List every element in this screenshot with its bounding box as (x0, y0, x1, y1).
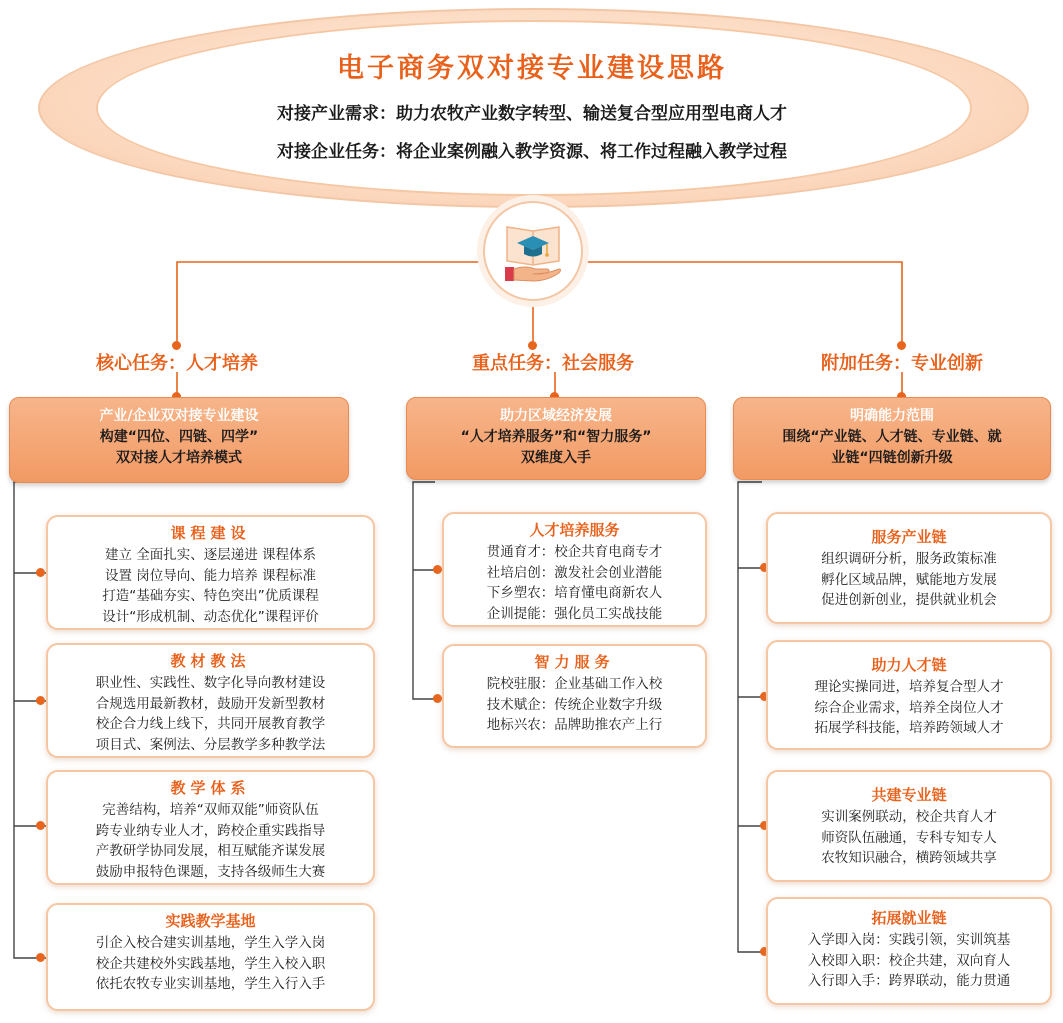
center-emblem (483, 201, 583, 301)
card-practice-base (46, 903, 375, 1011)
task-core-label: 核心任务：人才培养 (96, 353, 258, 374)
card-line: 完善结构，培养“双师双能”师资队伍 (102, 802, 319, 818)
connector-dot (36, 568, 45, 577)
card-course-construction (46, 515, 375, 630)
connector-dot (36, 696, 45, 705)
card-line: 促进创新创业，提供就业机会 (821, 592, 997, 608)
card-line: 产教研学协同发展，相互赋能齐谋发展 (95, 843, 326, 859)
card-title: 服务产业链 (871, 528, 947, 546)
card-line: 组织调研分析，服务政策标准 (821, 551, 997, 567)
card-major-chain (766, 770, 1052, 882)
head-line: 产业/企业双对接专业建设 (99, 408, 259, 424)
card-line: 社培启创：激发社会创业潜能 (486, 564, 663, 581)
card-talent-chain (766, 640, 1052, 750)
card-line: 鼓励申报特色课题，支持各级师生大赛 (95, 863, 326, 880)
key-task-header-box (406, 397, 706, 480)
head-line: 业链“四链创新升级 (831, 450, 953, 466)
card-title: 助力人才链 (871, 656, 947, 674)
card-title: 实践教学基地 (165, 912, 256, 930)
core-task-header-box (9, 397, 349, 483)
card-line: 入学即入岗：实践引领，实训筑基 (807, 932, 1011, 948)
card-line: 入校即入职：校企共建，双向育人 (807, 952, 1011, 969)
card-line: 企训提能：强化员工实战技能 (486, 605, 663, 622)
header-line-industry: 对接产业需求：助力农牧产业数字转型、输送复合型应用型电商人才 (277, 104, 787, 124)
card-talent-service (442, 512, 707, 627)
card-line: 合规选用最新教材，鼓励开发新型教材 (95, 695, 326, 712)
card-line: 下乡塑农：培育懂电商新农人 (486, 585, 663, 601)
card-title: 课程建设 (170, 524, 251, 542)
card-title: 智力服务 (534, 653, 615, 671)
card-intellectual-service (442, 644, 707, 748)
card-line: 拓展学科技能，培养跨领域人才 (814, 720, 1004, 736)
card-line: 师资队伍融通，专科专知专人 (821, 829, 997, 846)
card-line: 入行即入手：跨界联动，能力贯通 (807, 973, 1011, 989)
card-line: 引企入校合建实训基地，学生入学入岗 (95, 935, 326, 951)
card-title: 共建专业链 (871, 786, 947, 804)
card-line: 综合企业需求，培养全岗位人才 (814, 699, 1004, 716)
card-line: 农牧知识融合，横跨领域共享 (821, 850, 997, 866)
head-line: 明确能力范围 (850, 408, 934, 424)
card-line: 贯通育才：校企共育电商专才 (486, 544, 663, 560)
card-title: 教材教法 (170, 652, 251, 670)
card-employment-chain (766, 897, 1052, 1005)
head-line: “人才培养服务”和“智力服务” (460, 429, 652, 445)
card-line: 实训案例联动，校企共育人才 (821, 809, 997, 825)
head-line: 围绕“产业链、人才链、专业链、就 (782, 429, 1002, 445)
card-line: 打造“基础夯实、特色突出”优质课程 (102, 588, 319, 604)
card-title: 人才培养服务 (529, 521, 620, 539)
connector-dot (433, 694, 442, 703)
connector-dot (36, 953, 45, 962)
card-line: 技术赋企：传统企业数字升级 (486, 696, 663, 713)
card-line: 院校驻服：企业基础工作入校 (486, 676, 663, 692)
card-line: 校企共建校外实践基地，学生入校入职 (95, 955, 326, 972)
head-line: 双对接人才培养模式 (116, 450, 242, 466)
card-industry-chain (766, 512, 1052, 624)
card-teaching-system (46, 770, 375, 885)
task-key-label: 重点任务：社会服务 (472, 353, 634, 374)
card-line: 职业性、实践性、数字化导向教材建设 (95, 675, 326, 691)
head-line: 双维度入手 (521, 450, 591, 466)
card-title: 教学体系 (170, 779, 251, 797)
card-line: 理论实操同进，培养复合型人才 (814, 679, 1004, 695)
connector-dot (36, 821, 45, 830)
page-title: 电子商务双对接专业建设思路 (337, 53, 727, 84)
card-line: 依托农牧专业实训基地，学生入行入手 (95, 976, 326, 992)
graduation-cap-hand-book-icon (485, 203, 581, 299)
card-textbook-method (46, 643, 375, 758)
card-line: 孵化区域品牌，赋能地方发展 (821, 571, 997, 588)
task-extra-label: 附加任务：专业创新 (821, 353, 983, 374)
head-line: 助力区域经济发展 (500, 408, 612, 424)
card-line: 地标兴农：品牌助推农产上行 (486, 717, 663, 733)
card-line: 项目式、案例法、分层教学多种教学法 (95, 736, 326, 753)
card-line: 设计“形成机制、动态优化”课程评价 (102, 608, 319, 625)
head-line: 构建“四位、四链、四学” (99, 429, 259, 445)
card-line: 跨专业纳专业人才，跨校企重实践指导 (95, 822, 326, 839)
extra-task-header-box (733, 397, 1051, 480)
card-title: 拓展就业链 (871, 909, 947, 927)
card-line: 建立 全面扎实、逐层递进 课程体系 (104, 547, 317, 563)
connector-dot (433, 565, 442, 574)
card-line: 设置 岗位导向、能力培养 课程标准 (104, 567, 317, 584)
header-line-enterprise: 对接企业任务：将企业案例融入教学资源、将工作过程融入教学过程 (277, 142, 787, 162)
card-line: 校企合力线上线下，共同开展教育教学 (95, 716, 326, 732)
